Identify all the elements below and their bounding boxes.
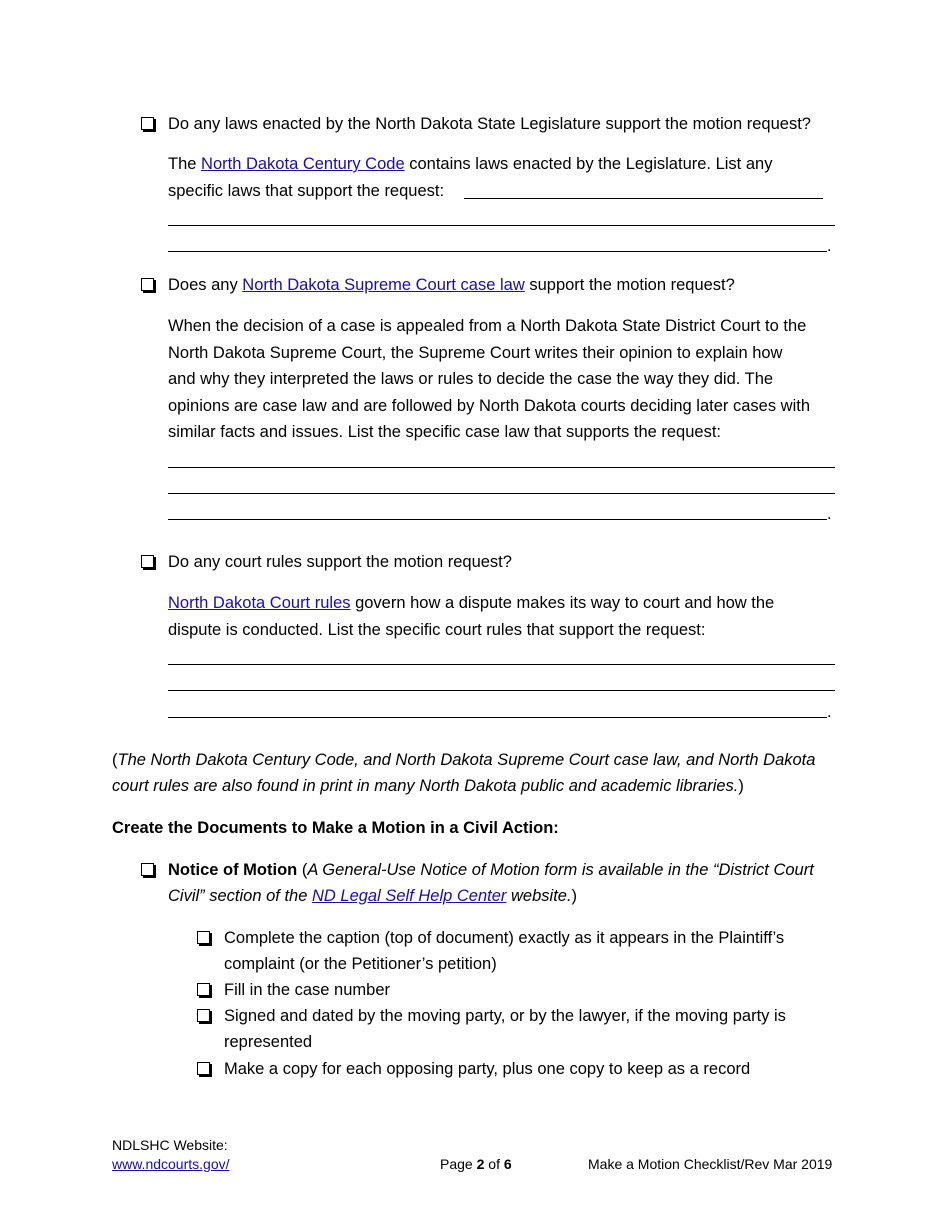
subitem-make-copy: Make a copy for each opposing party, plus one copy to keep as a record <box>224 1060 751 1078</box>
library-note-line2 <box>112 773 744 800</box>
subitem-caption-line1: Complete the caption (top of document) exactly as it appears in the Plaintiff’s <box>224 929 785 947</box>
period: . <box>827 703 832 721</box>
page-of: of <box>484 1156 504 1172</box>
supreme-court-case-law-link[interactable]: North Dakota Supreme Court case law <box>242 276 525 294</box>
library-note-line1 <box>112 747 852 774</box>
section-heading: Create the Documents to Make a Motion in a Civil Action: <box>112 819 559 837</box>
question-court-rules: Do any court rules support the motion request? <box>168 553 512 571</box>
subitem-caption-line2: complaint (or the Petitioner’s petition) <box>224 955 497 973</box>
court-rules-description-line2: dispute is conducted. List the specific court rules that support the request: <box>168 621 706 639</box>
page-current: 2 <box>476 1156 485 1172</box>
footer-page-number <box>440 1155 512 1174</box>
case-law-para-line: and why they interpreted the laws or rules to decide the case the way they did. The <box>168 370 774 388</box>
subitem-signed-line1: Signed and dated by the moving party, or by the lawyer, if the moving party is <box>224 1007 786 1025</box>
case-law-answer-blank-2[interactable] <box>168 493 835 494</box>
court-rules-answer-blank-3[interactable] <box>168 717 827 718</box>
checkbox-laws[interactable] <box>141 117 154 130</box>
case-law-question-suffix: support the motion request? <box>524 276 735 294</box>
case-law-para-line: similar facts and issues. List the specific case law that supports the request: <box>168 423 722 441</box>
paren-close: ) <box>738 777 744 795</box>
page-total: 6 <box>503 1156 512 1172</box>
century-code-link[interactable]: North Dakota Century Code <box>201 155 405 173</box>
paren-close: ) <box>571 887 578 905</box>
library-note-text1: The North Dakota Century Code, and North Dakota Supreme Court case law, and North Dakota <box>117 751 816 769</box>
case-law-answer-blank-1[interactable] <box>168 467 835 468</box>
case-law-question-prefix: Does any <box>168 276 243 294</box>
question-case-law <box>168 272 735 299</box>
footer-site-label: NDLSHC Website: <box>112 1137 228 1153</box>
period: . <box>827 505 832 523</box>
checkbox-make-copy[interactable] <box>197 1062 210 1075</box>
laws-answer-blank-3[interactable] <box>168 251 827 252</box>
checkbox-case-number[interactable] <box>197 983 210 996</box>
notice-line1 <box>168 857 848 884</box>
notice-line2 <box>168 883 577 910</box>
checkbox-notice-of-motion[interactable] <box>141 863 154 876</box>
self-help-center-link[interactable]: ND Legal Self Help Center <box>311 887 507 905</box>
case-law-para-line: opinions are case law and are followed by North Dakota courts deciding later cases with <box>168 397 811 415</box>
page-word: Page <box>440 1156 477 1172</box>
question-laws: Do any laws enacted by the North Dakota State Legislature support the motion request? <box>168 115 811 133</box>
checkbox-complete-caption[interactable] <box>197 931 210 944</box>
court-rules-link[interactable]: North Dakota Court rules <box>168 594 351 612</box>
case-law-answer-blank-3[interactable] <box>168 519 827 520</box>
notice-italic-text2: Civil” section of the <box>168 887 312 905</box>
case-law-para-line: North Dakota Supreme Court, the Supreme Court writes their opinion to explain how <box>168 344 783 362</box>
footer-site-link[interactable]: www.ndcourts.gov/ <box>112 1156 230 1172</box>
court-rules-answer-blank-1[interactable] <box>168 664 835 665</box>
case-law-para-line: When the decision of a case is appealed from a North Dakota State District Court to the <box>168 317 807 335</box>
period: . <box>827 237 832 255</box>
notice-italic-text1: A General-Use Notice of Motion form is available in the “District Court <box>307 861 814 879</box>
laws-desc-suffix: contains laws enacted by the Legislature. List any <box>404 155 773 173</box>
court-rules-description-line1 <box>168 590 774 617</box>
laws-desc-prefix: The <box>168 155 202 173</box>
notice-of-motion-label: Notice of Motion <box>168 861 298 879</box>
court-rules-desc-suffix: govern how a dispute makes its way to court and how the <box>350 594 775 612</box>
library-note-text2: court rules are also found in print in many North Dakota public and academic libraries. <box>112 777 739 795</box>
checkbox-signed-dated[interactable] <box>197 1009 210 1022</box>
subitem-case-number: Fill in the case number <box>224 981 390 999</box>
laws-description-line2: specific laws that support the request: <box>168 182 445 200</box>
footer-doc-title: Make a Motion Checklist/Rev Mar 2019 <box>588 1156 833 1172</box>
laws-description-line1 <box>168 151 772 178</box>
checkbox-case-law[interactable] <box>141 278 154 291</box>
notice-italic-text3: website. <box>506 887 572 905</box>
paren-open: ( <box>112 751 118 769</box>
paren-open: ( <box>297 861 308 879</box>
subitem-signed-line2: represented <box>224 1033 313 1051</box>
checkbox-court-rules[interactable] <box>141 555 154 568</box>
court-rules-answer-blank-2[interactable] <box>168 690 835 691</box>
laws-answer-blank-1[interactable] <box>464 198 823 199</box>
laws-answer-blank-2[interactable] <box>168 225 835 226</box>
